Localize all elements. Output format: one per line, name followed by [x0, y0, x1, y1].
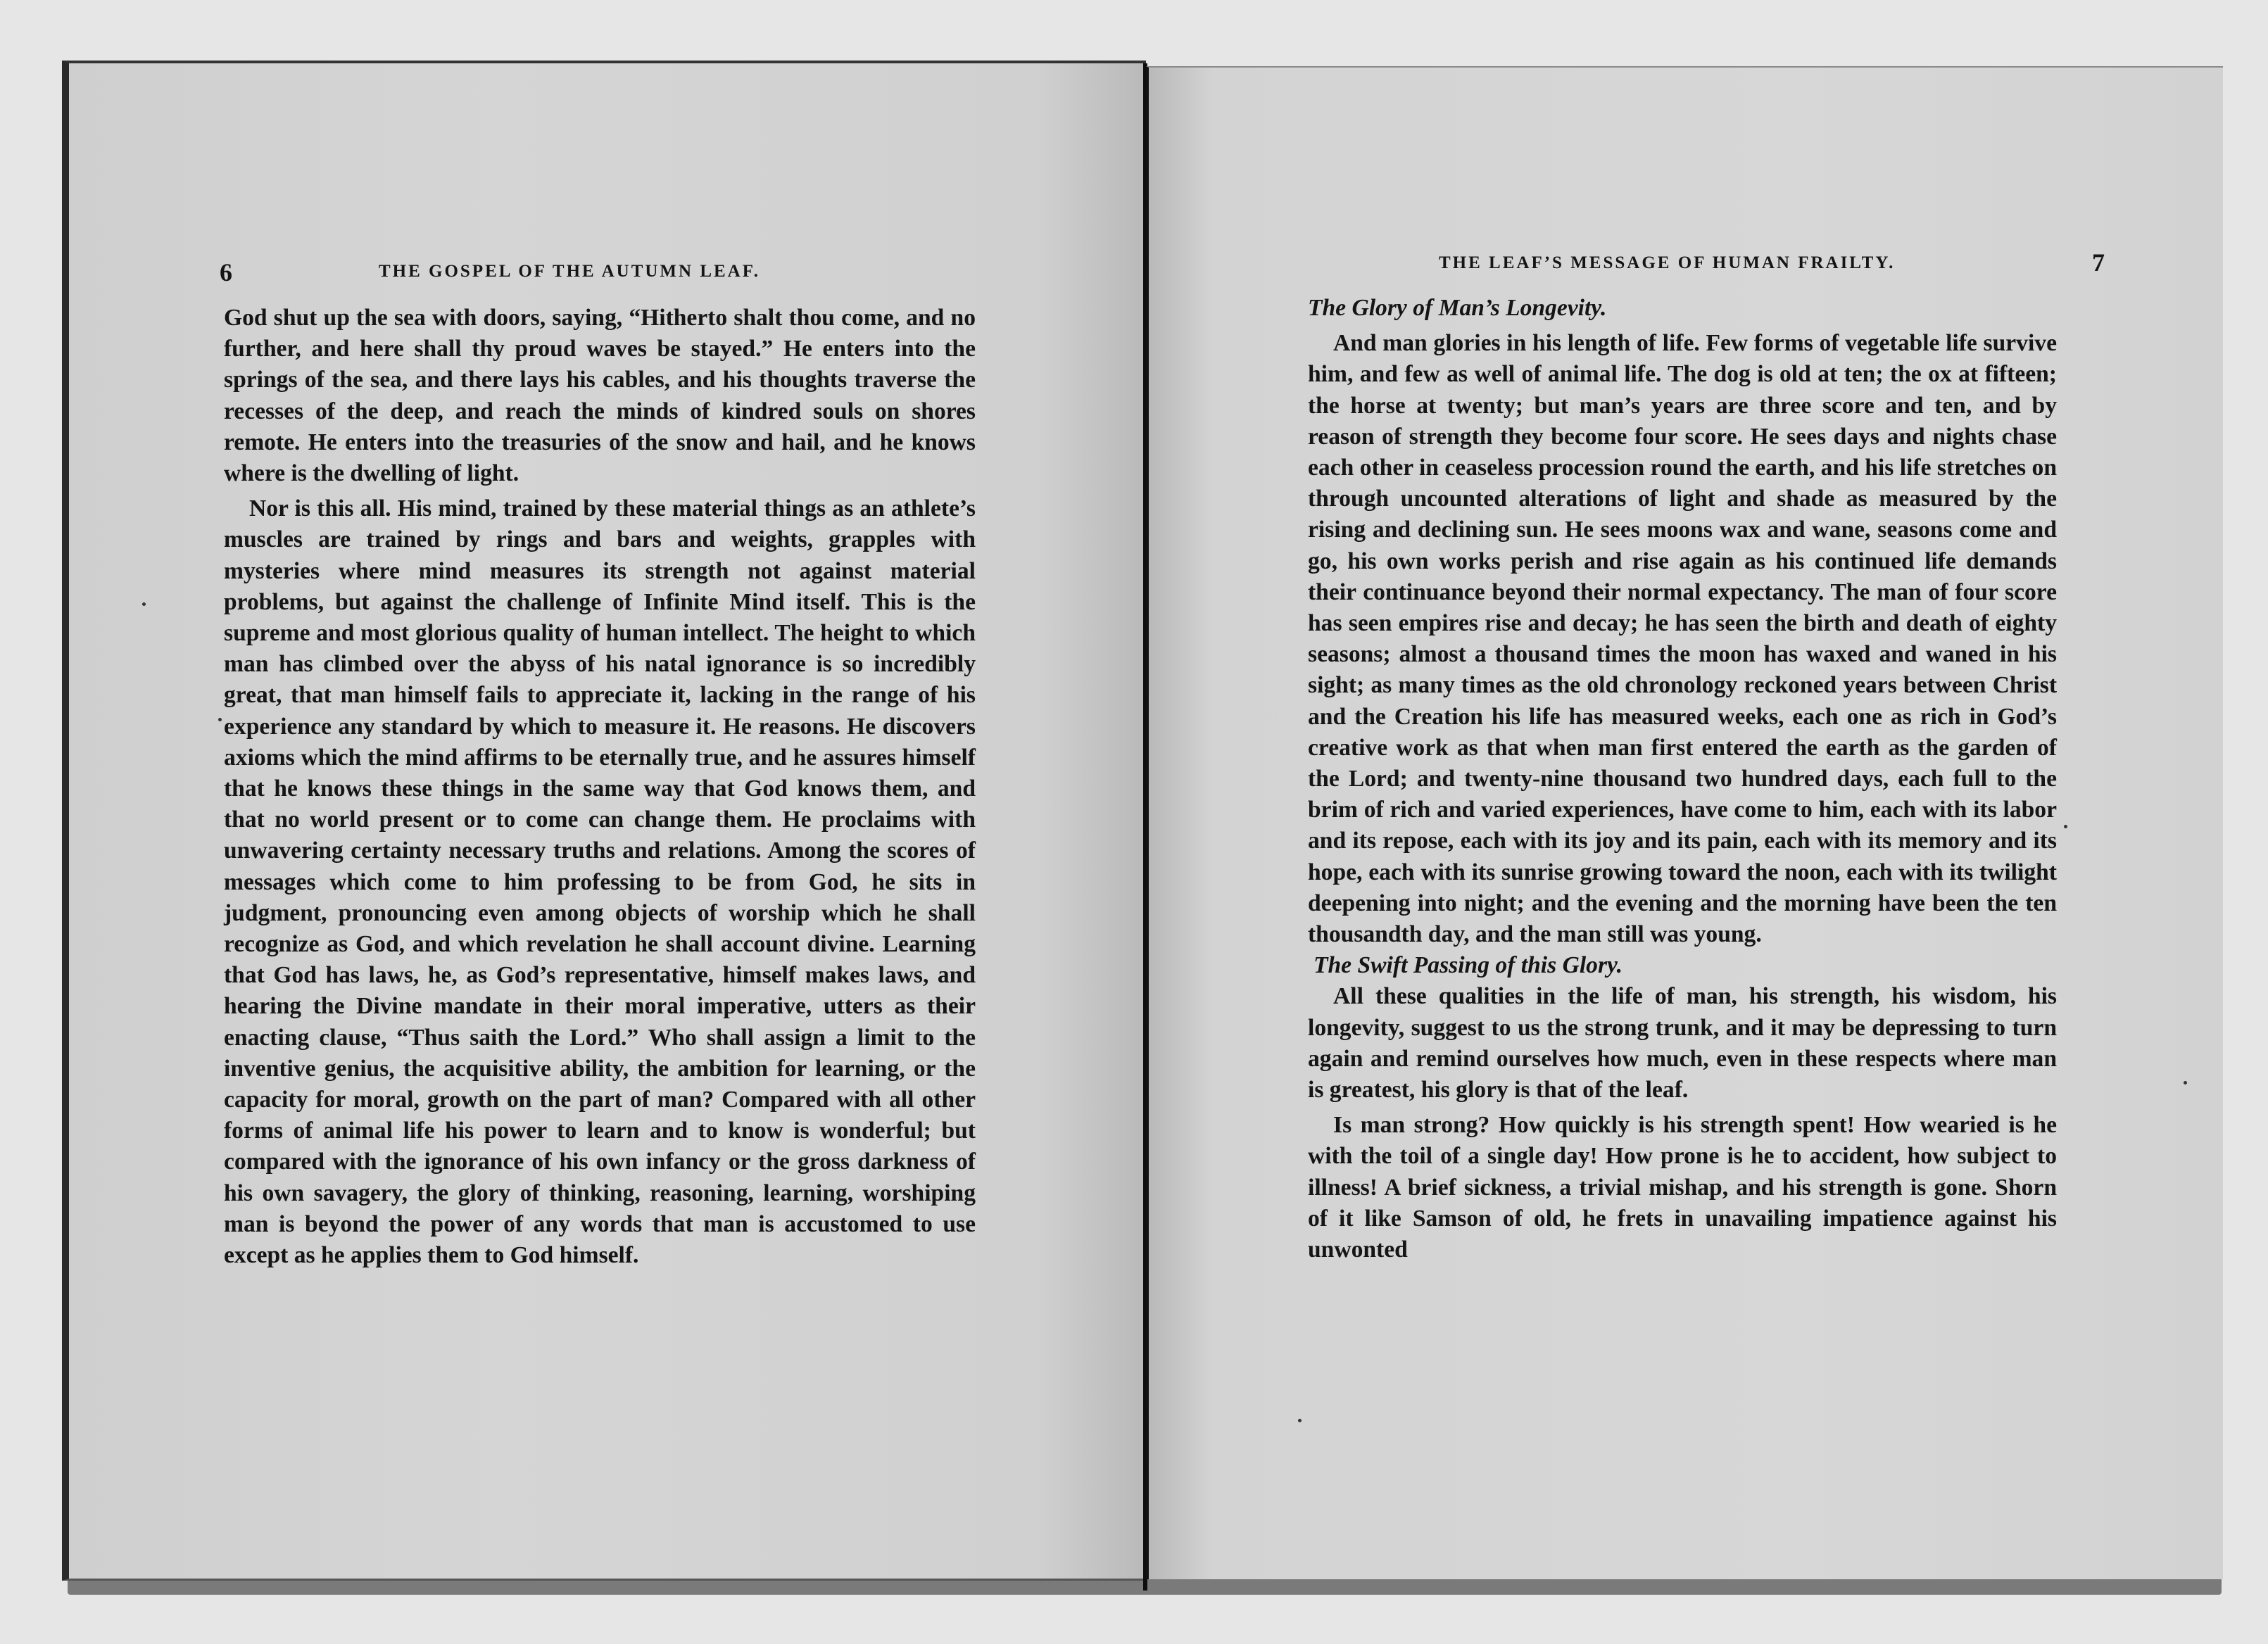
print-speck: [218, 718, 222, 721]
print-speck: [1298, 1419, 1302, 1422]
print-speck: [142, 602, 146, 606]
running-head-right: THE LEAF’S MESSAGE OF HUMAN FRAILTY.: [1439, 253, 1896, 272]
paragraph: Is man strong? How quickly is his strength spent! How wearied is he with the toil of a single day! How prone is he to accident, how subject to illness! A brief sickness, a trivial mishap, and his strength is gone. Shorn of it like Samson of old, he frets in unavailing impatience against his unwonted: [1308, 1112, 2057, 1263]
section-heading: The Swift Passing of this Glory.: [1313, 952, 1623, 979]
print-speck: [2064, 825, 2067, 828]
left-page: [62, 61, 1146, 1581]
section-heading: The Glory of Man’s Longevity.: [1308, 295, 1607, 321]
paragraph: Nor is this all. His mind, trained by these material things as an athlete’s muscles are trained by rings and bars and weights, grapples with mysteries where mind measures its strength not against material problems, but against the challenge of Infinite Mind itself. This is the supreme and most glorious quality of human intellect. The height to which man has climbed over the abyss of his natal ignorance is so incredibly great, that man himself fails to appreciate it, lacking in the range of his experience any standard by which to measure it. He reasons. He discovers axioms which the mind affirms to be eternally true, and he assures himself that he knows these things in the same way that God knows them, and that no world present or to come can change them. He proclaims with unwavering certainty necessary truths and relations. Among the scores of messages which come to him professing to be from God, he sits in judgment, pronouncing even among objects of worship which he shall recognize as God, and which revelation he shall account divine. Learning that God has laws, he, as God’s representative, himself makes laws, and hearing the Divine mandate in their moral imperative, utters as their enacting clause, “Thus saith the Lord.” Who shall assign a limit to the inventive genius, the acquisitive ability, the ambition for learning, or the capacity for moral, growth on the part of man? Compared with all other forms of animal life his power to learn and to know is wonderful; but compared with the ignorance of his own infancy or the gross darkness of his own savagery, the glory of thinking, reasoning, learning, worshiping man is beyond the power of any words that man is accustomed to use except as he applies them to God himself.: [224, 495, 976, 1269]
right-text-block: [1308, 293, 2057, 1265]
paragraph: And man glories in his length of life. Few forms of vegetable life survive him, and few as well of animal life. The dog is old at ten; the ox at fifteen; the horse at twenty; but man’s years are three score and ten, and by reason of strength they become four score. He sees days and nights chase each other in ceaseless procession round the earth, and his life stretches on through uncounted alterations of light and shade as measured by the rising and declining sun. He sees moons wax and wane, seasons come and go, his own works perish and rise again as his continued life demands their continuance beyond their normal expectancy. The man of four score has seen empires rise and decay; he has seen the birth and death of eighty seasons; almost a thousand times the moon has waxed and waned in his sight; as many times as the old chronology reckoned years between Christ and the Creation his life has measured weeks, each one as rich in God’s creative work as that when man first entered the earth as the garden of the Lord; and twenty-nine thousand two hundred days, each full to the brim of rich and varied experiences, have come to him, each with its labor and its repose, each with its joy and its pain, each with its memory and its hope, each with its sunrise growing toward the noon, each with its twilight deepening into night; and the evening and the morning have been the ten thousandth day, and the man still was young.: [1308, 330, 2057, 948]
print-speck: [2184, 1081, 2187, 1085]
paragraph: God shut up the sea with doors, saying, “Hitherto shalt thou come, and no further, and here shall thy proud waves be stayed.” He enters into the springs of the sea, and there lays his cables, and his thoughts traverse the recesses of the deep, and reach the minds of kindred souls on shores remote. He enters into the treasuries of the snow and hail, and he knows where is the dwelling of light.: [224, 305, 976, 487]
open-book: [62, 61, 2224, 1595]
left-text-block: [224, 303, 976, 1271]
paragraph: All these qualities in the life of man, his strength, his wisdom, his longevity, suggest to us the strong trunk, and it may be depressing to turn again and remind ourselves how much, even in these respects where man is greatest, his glory is that of the leaf.: [1308, 983, 2057, 1104]
right-page: [1146, 66, 2223, 1579]
page-number-right: 7: [2092, 248, 2105, 277]
running-head-left: THE GOSPEL OF THE AUTUMN LEAF.: [379, 262, 760, 281]
page-number-left: 6: [220, 258, 232, 286]
